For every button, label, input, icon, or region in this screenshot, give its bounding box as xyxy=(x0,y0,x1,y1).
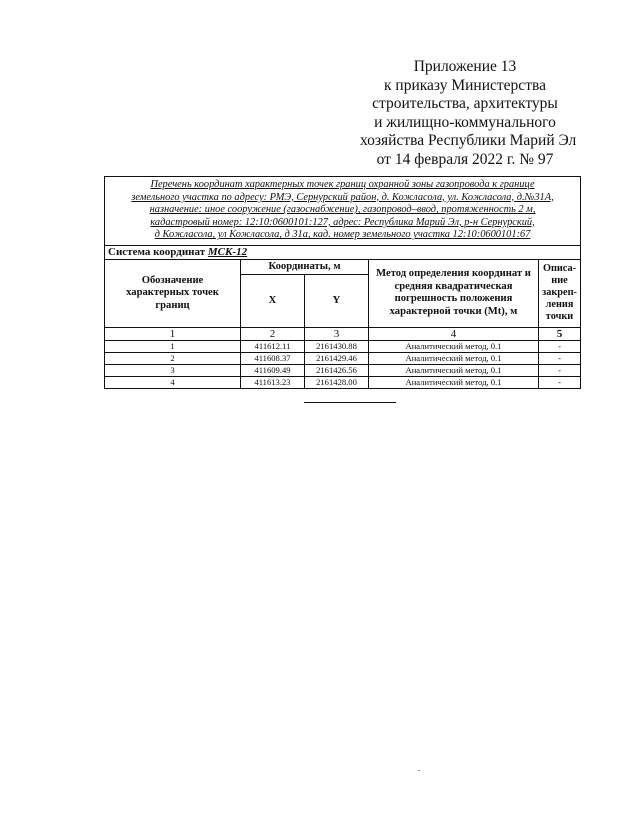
col-header-line: средняя квадратическая xyxy=(394,280,513,292)
cell-y: 2161429.46 xyxy=(305,352,369,364)
coordinates-table xyxy=(104,176,581,389)
table-heading xyxy=(105,177,581,246)
column-number: 2 xyxy=(241,327,305,340)
cell-method: Аналитический метод, 0.1 xyxy=(369,376,539,388)
column-number-row xyxy=(105,327,581,340)
cell-x: 411609.49 xyxy=(241,364,305,376)
table-row xyxy=(105,340,581,352)
cell-description: - xyxy=(539,340,581,352)
cell-point: 3 xyxy=(105,364,241,376)
col-header-line: Обозначение xyxy=(141,274,204,286)
col-header-x: X xyxy=(241,274,305,327)
cell-y: 2161430.88 xyxy=(305,340,369,352)
col-header-line: Метод определения координат и xyxy=(376,268,531,280)
appendix-line: от 14 февраля 2022 г. № 97 xyxy=(376,150,554,168)
column-number: 1 xyxy=(105,327,241,340)
cell-description: - xyxy=(539,364,581,376)
column-number: 5 xyxy=(539,327,581,340)
cell-x: 411608.37 xyxy=(241,352,305,364)
cell-description: - xyxy=(539,352,581,364)
col-header-point xyxy=(105,259,241,327)
cell-x: 411612.11 xyxy=(241,340,305,352)
col-header-line: закреп- xyxy=(542,287,577,299)
cell-y: 2161426.56 xyxy=(305,364,369,376)
table-row xyxy=(105,352,581,364)
col-header-line: погрешность положения xyxy=(394,293,513,305)
cell-point: 1 xyxy=(105,340,241,352)
scan-speck xyxy=(418,770,420,771)
col-header-description xyxy=(539,259,581,327)
appendix-line: строительства, архитектуры xyxy=(372,95,558,113)
col-header-line: ления xyxy=(545,299,574,311)
heading-line: земельного участка по адресу: РМЭ, Сернурский район, д. Кожласола, ул. Кожласола, д.№31А, xyxy=(131,191,554,203)
col-header-line: точки xyxy=(545,311,574,323)
cell-method: Аналитический метод, 0.1 xyxy=(369,340,539,352)
cell-method: Аналитический метод, 0.1 xyxy=(369,364,539,376)
col-header-line: ние xyxy=(551,275,568,287)
col-header-line: границ xyxy=(155,299,190,311)
col-header-line: характерных точек xyxy=(126,287,219,299)
appendix-line: Приложение 13 xyxy=(413,58,517,75)
appendix-header xyxy=(360,58,577,170)
cell-x: 411613.23 xyxy=(241,376,305,388)
cell-method: Аналитический метод, 0.1 xyxy=(369,352,539,364)
heading-line: Перечень координат характерных точек границ охранной зоны газопровода к границе xyxy=(150,179,535,190)
cell-description: - xyxy=(539,376,581,388)
cell-y: 2161428.00 xyxy=(305,376,369,388)
heading-line: кадастровый номер: 12:10:0600101:127, адрес: Республика Марий Эл, р-н Сернурский, xyxy=(150,216,535,228)
cell-point: 2 xyxy=(105,352,241,364)
coordinate-system xyxy=(105,245,581,259)
table-row xyxy=(105,364,581,376)
heading-line: д Кожласола, ул Кожласола, д 31а, кад. номер земельного участка 12:10:0600101:67 xyxy=(154,229,531,241)
separator-line xyxy=(304,402,396,403)
col-header-line: Описа- xyxy=(542,263,577,275)
heading-line: назначение: иное сооружение (газоснабжение), газопровод–ввод, протяженность 2 м, xyxy=(149,204,536,216)
appendix-line: к приказу Министерства xyxy=(384,76,546,94)
col-header-method xyxy=(369,259,539,327)
cell-point: 4 xyxy=(105,376,241,388)
col-header-coordinates: Координаты, м xyxy=(241,259,369,274)
col-header-y: Y xyxy=(305,274,369,327)
col-header-line: характерной точки (Mt), м xyxy=(389,305,518,317)
appendix-line: хозяйства Республики Марий Эл xyxy=(360,132,577,150)
coordinate-system-label: Система координат xyxy=(108,246,206,259)
appendix-line: и жилищно-коммунального xyxy=(374,113,556,131)
coordinate-system-value: МСК-12 xyxy=(207,246,248,259)
column-number: 4 xyxy=(369,327,539,340)
table-row xyxy=(105,376,581,388)
column-number: 3 xyxy=(305,327,369,340)
